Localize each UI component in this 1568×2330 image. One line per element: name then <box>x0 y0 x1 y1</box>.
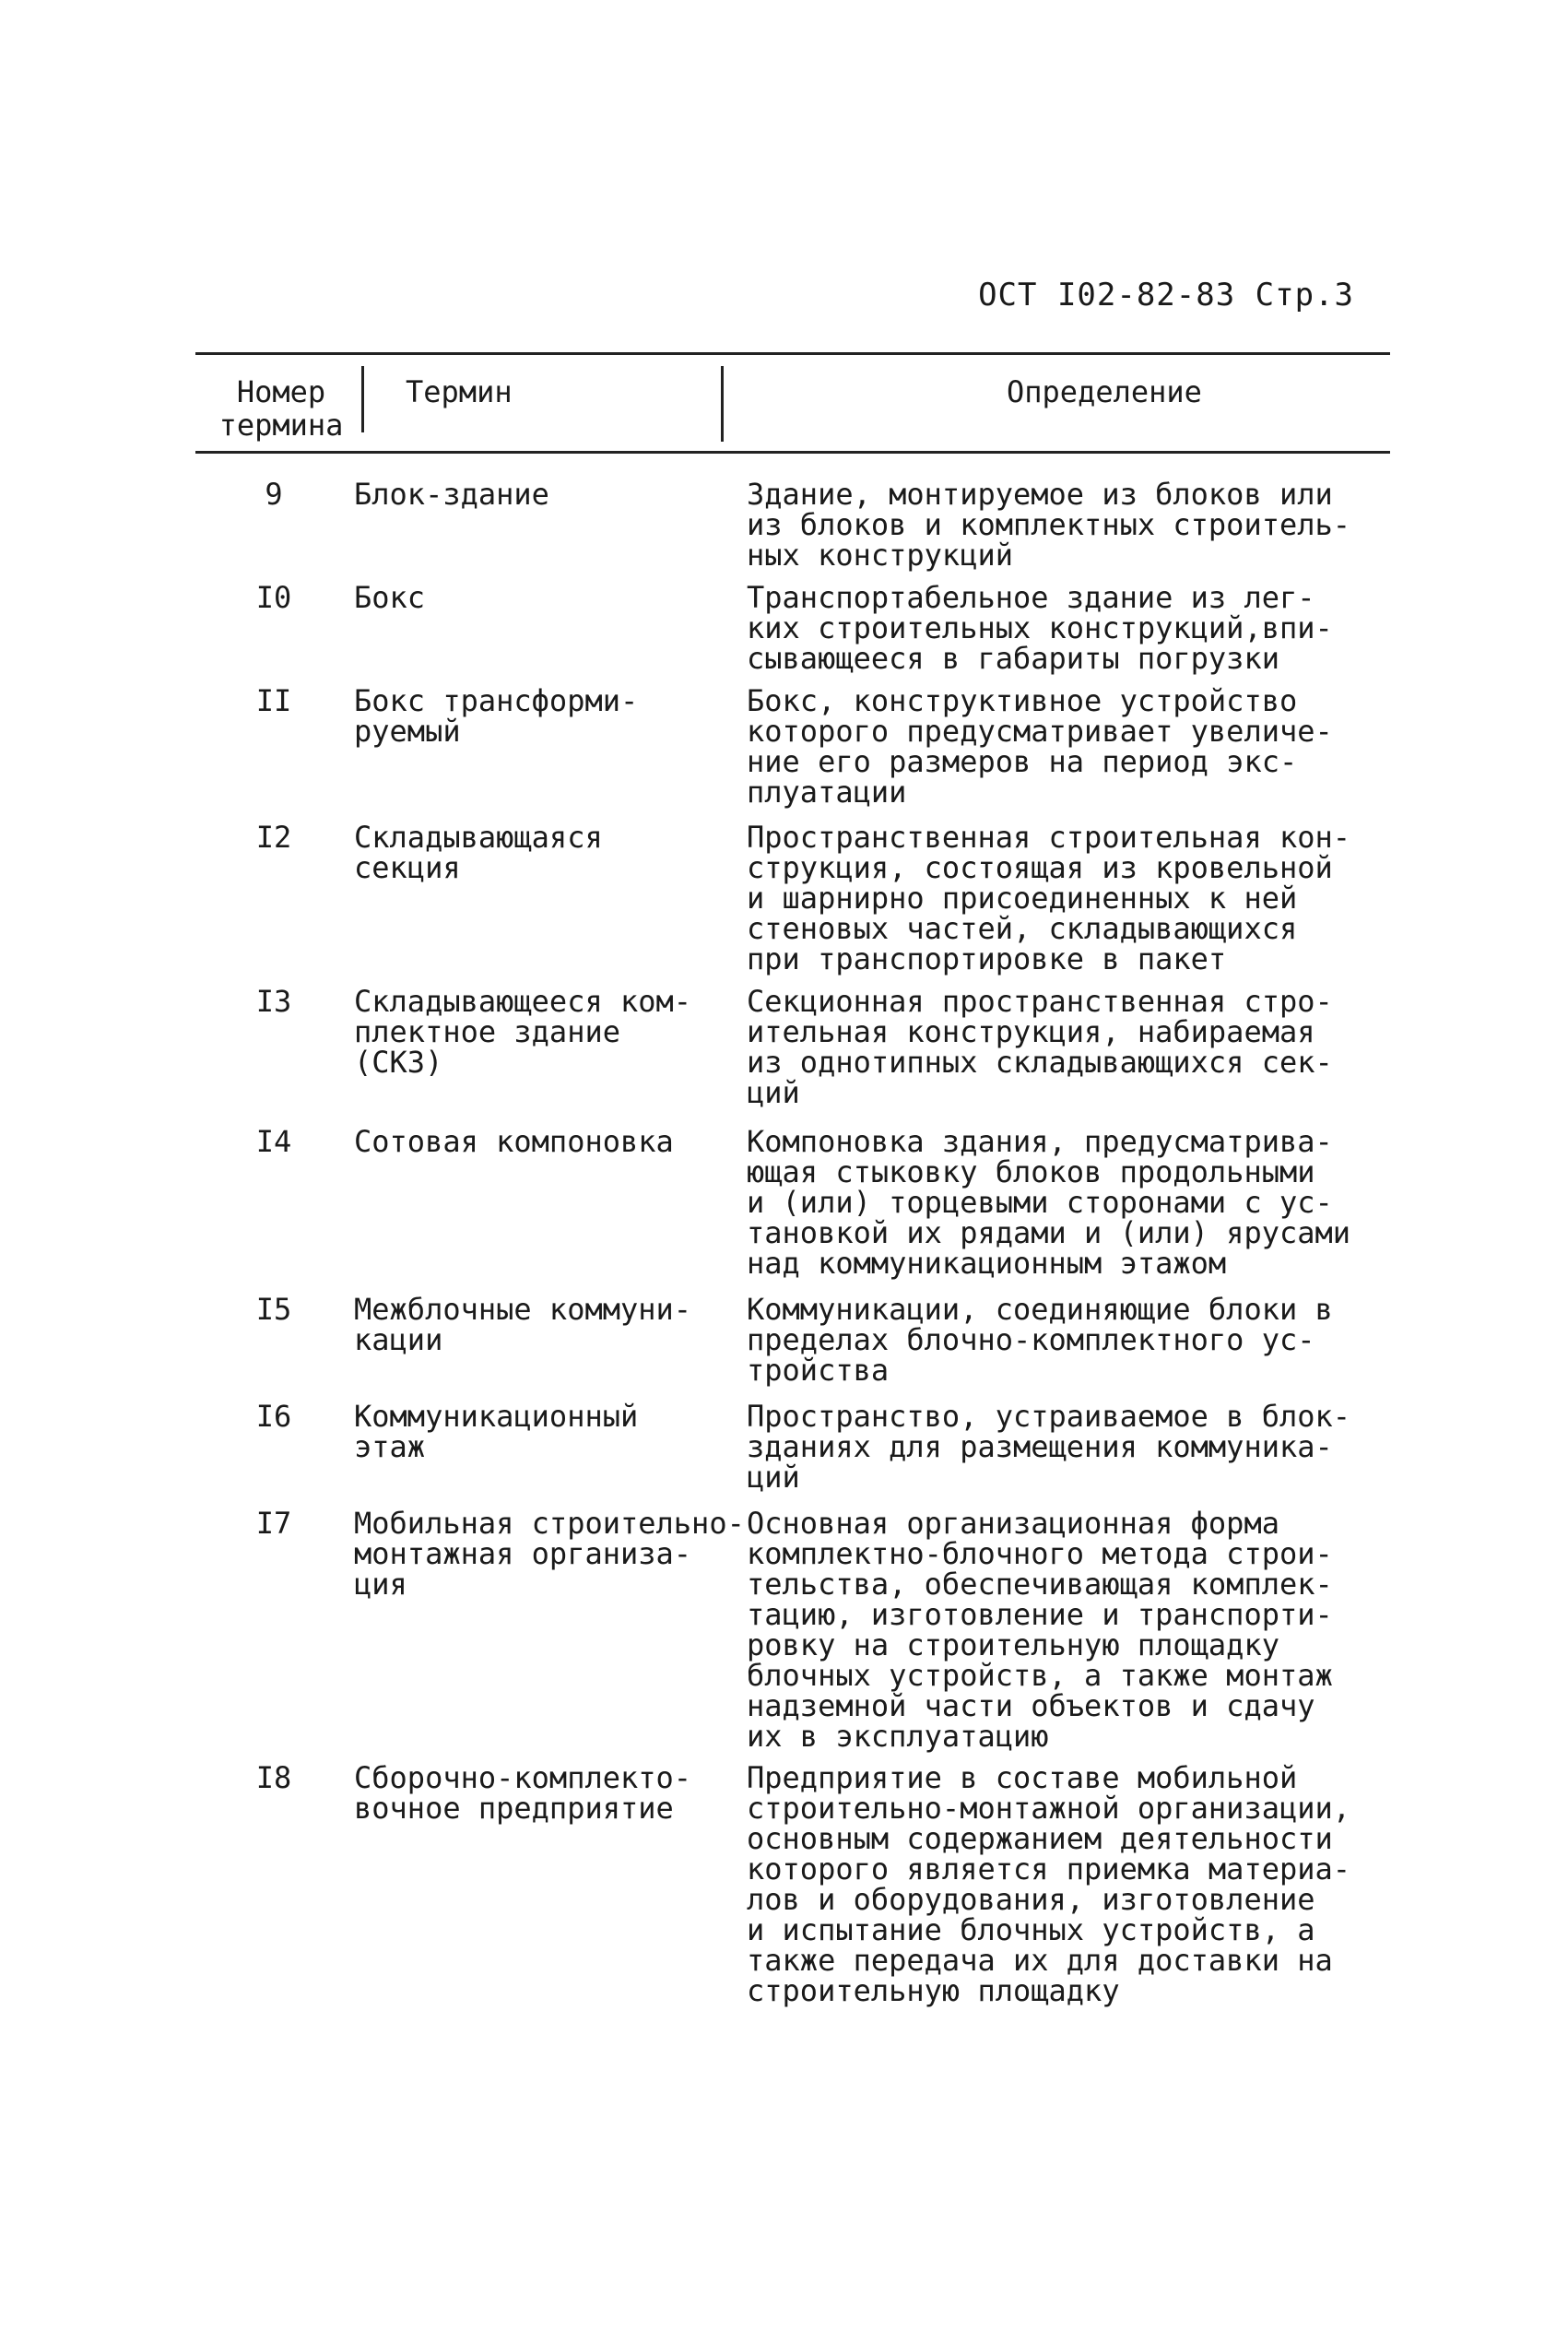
term-definition: Пространство, устраиваемое в блок- зданиях для размещения коммуника- ций <box>747 1399 1351 1495</box>
term-definition: Транспортабельное здание из лег- ких строительных конструкций,впи- сывающееся в габариты погрузки <box>747 580 1333 676</box>
terms-table <box>195 352 1390 2008</box>
term-number: I6 <box>255 1399 292 1434</box>
term-definition: Секционная пространственная стро- ительная конструкция, набираемая из однотипных складывающихся сек- ций <box>747 984 1333 1110</box>
term-definition: Бокс, конструктивное устройство которого предусматривает увеличе- ние его размеров на период экс- плуатации <box>747 683 1333 810</box>
term-definition: Пространственная строительная кон- струкция, состоящая из кровельной и шарнирно присоединенных к ней стеновых частей, складывающихся при транспортировке в пакет <box>747 820 1351 976</box>
term-number: II <box>255 683 292 718</box>
term-number: 9 <box>265 477 283 512</box>
term-name: Сборочно-комплекто- вочное предприятие <box>354 1760 692 1826</box>
term-definition: Компоновка здания, предусматрива- ющая стыковку блоков продольными и (или) торцевыми сторонами с ус- тановкой их рядами и (или) ярусами над коммуникационным этажом <box>747 1124 1351 1281</box>
column-header-term: Термин <box>406 374 513 409</box>
term-definition: Предприятие в составе мобильной строительно-монтажной организации, основным содержанием деятельности которого является приемка материа- лов и оборудования, изготовление и испытание блочных устройств, а также передача их для доставки на строительную площадку <box>747 1760 1351 2008</box>
term-number: I2 <box>255 820 292 855</box>
term-name: Бокс трансформи- руемый <box>354 683 639 749</box>
document-reference: ОСТ I02-82-83 Стр.3 <box>978 277 1354 313</box>
term-number: I7 <box>255 1506 292 1541</box>
term-definition: Здание, монтируемое из блоков или из блоков и комплектных строитель- ных конструкций <box>747 477 1351 573</box>
term-name: Бокс <box>354 580 426 615</box>
column-header-definition: Определение <box>1007 374 1202 409</box>
term-definition: Коммуникации, соединяющие блоки в пределах блочно-комплектного ус- тройства <box>747 1292 1333 1388</box>
term-definition: Основная организационная форма комплектно-блочного метода строи- тельства, обеспечивающая комплек- тацию, изготовление и транспорти- ровку на строительную площадку блочных устройств, а также монтаж надземной части объектов и сдачу их в эксплуатацию <box>747 1506 1333 1754</box>
table-header <box>195 352 1390 454</box>
term-number: I0 <box>255 580 292 615</box>
term-name: Мобильная строительно- монтажная организа- ция <box>354 1506 745 1602</box>
term-name: Складывающееся ком- плектное здание (СКЗ) <box>354 984 692 1080</box>
term-number: I3 <box>255 984 292 1019</box>
term-name: Складывающаяся секция <box>354 820 603 885</box>
term-name: Коммуникационный этаж <box>354 1399 639 1464</box>
term-name: Межблочные коммуни- кации <box>354 1292 692 1357</box>
term-number: I5 <box>255 1292 292 1327</box>
column-divider <box>361 366 364 432</box>
column-header-number: Номер термина <box>218 374 344 443</box>
term-number: I8 <box>255 1760 292 1795</box>
term-name: Сотовая компоновка <box>354 1124 674 1159</box>
term-number: I4 <box>255 1124 292 1159</box>
term-name: Блок-здание <box>354 477 549 512</box>
column-divider <box>721 366 724 442</box>
